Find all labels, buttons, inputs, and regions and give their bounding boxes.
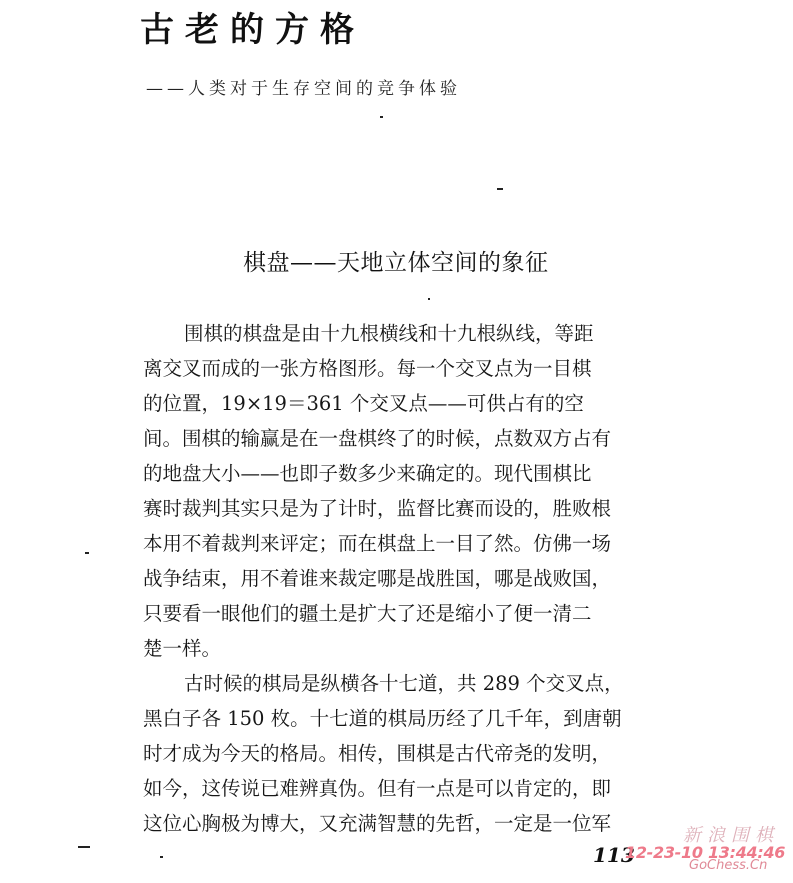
section-heading: 棋盘——天地立体空间的象征 xyxy=(243,250,549,276)
chapter-title: 古老的方格 xyxy=(140,10,365,50)
paragraph-line: 黑白子各 150 枚。十七道的棋局历经了几千年，到唐朝 xyxy=(143,707,622,730)
scan-speck xyxy=(160,856,163,858)
body-text xyxy=(143,316,665,841)
paragraph-line: 如今，这传说已难辨真伪。但有一点是可以肯定的，即 xyxy=(143,777,612,800)
paragraph-line: 离交叉而成的一张方格图形。每一个交叉点为一目棋 xyxy=(143,357,592,380)
scan-timestamp: 12-23-10 13:44:46 xyxy=(625,843,786,862)
watermark-site: GoChess.Cn xyxy=(689,858,768,873)
scan-speck xyxy=(428,298,430,300)
paragraph-line: 时才成为今天的格局。相传，围棋是古代帝尧的发明， xyxy=(143,742,612,765)
scan-speck xyxy=(380,116,383,118)
paragraph-line: 楚一样。 xyxy=(143,637,222,660)
paragraph-line: 围棋的棋盘是由十九根横线和十九根纵线，等距 xyxy=(184,322,594,345)
paragraph-line: 的位置，19×19＝361 个交叉点——可供占有的空 xyxy=(143,392,584,415)
paragraph-line: 只要看一眼他们的疆土是扩大了还是缩小了便一清二 xyxy=(143,602,592,625)
scan-speck xyxy=(497,188,503,190)
chapter-subtitle: ——人类对于生存空间的竞争体验 xyxy=(146,79,461,99)
paragraph-line: 战争结束，用不着谁来裁定哪是战胜国，哪是战败国， xyxy=(143,567,612,590)
paragraph-line: 赛时裁判其实只是为了计时，监督比赛而设的，胜败根 xyxy=(143,497,612,520)
paragraph-line: 本用不着裁判来评定；而在棋盘上一目了然。仿佛一场 xyxy=(143,532,612,555)
paragraph-line: 间。围棋的输赢是在一盘棋终了的时候，点数双方占有 xyxy=(143,427,612,450)
paragraph-line: 古时候的棋局是纵横各十七道，共 289 个交叉点， xyxy=(184,672,624,695)
scan-speck xyxy=(85,552,89,554)
scan-speck xyxy=(78,846,90,848)
watermark-logo: 新浪围棋 xyxy=(683,825,779,846)
paragraph-line: 的地盘大小——也即子数多少来确定的。现代围棋比 xyxy=(143,462,592,485)
paragraph-line: 这位心胸极为博大，又充满智慧的先哲，一定是一位军 xyxy=(143,812,612,835)
page-number: 113 xyxy=(593,843,635,867)
